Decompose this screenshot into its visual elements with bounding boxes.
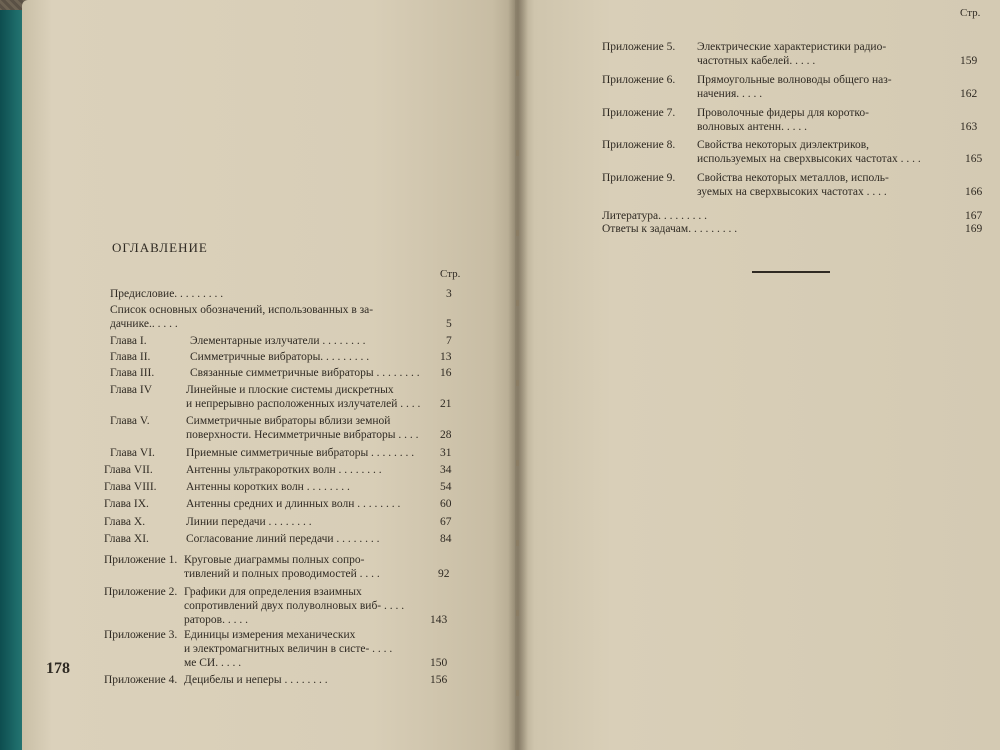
binding-stitch bbox=[516, 460, 519, 466]
toc-entry-title-cont: и непрерывно расположенных излучателей . . . . bbox=[186, 398, 421, 410]
toc-entry-title: Антенны средних и длинных волн . . . . . . . . bbox=[186, 498, 401, 510]
toc-entry-title: Приемные симметричные вибраторы . . . . . . . . bbox=[186, 447, 415, 459]
binding-stitch bbox=[516, 300, 519, 306]
toc-entry-title: Проволочные фидеры для коротко- bbox=[697, 107, 869, 119]
book-gutter bbox=[508, 0, 528, 750]
toc-entry-title-cont: зуемых на сверхвысоких частотах . . . . bbox=[697, 186, 887, 198]
binding-stitch bbox=[516, 380, 519, 386]
toc-entry-label: Глава II. bbox=[110, 351, 151, 363]
toc-entry-page: 92 bbox=[438, 568, 450, 580]
toc-entry-title-cont: и электромагнитных величин в систе- . . . . bbox=[184, 643, 393, 655]
toc-entry-label: Приложение 1. bbox=[104, 554, 178, 566]
toc-entry-page: 163 bbox=[960, 121, 978, 133]
toc-entry-title-cont: дачнике.. . . . . bbox=[110, 318, 178, 330]
toc-entry-label: Глава XI. bbox=[104, 533, 149, 545]
toc-entry-label: Приложение 8. bbox=[602, 139, 676, 151]
page-column-header: Стр. bbox=[440, 268, 461, 280]
toc-entry-title: Антенны ультракоротких волн . . . . . . . . bbox=[186, 464, 382, 476]
binding-stitch bbox=[516, 70, 519, 76]
toc-entry-label: Приложение 4. bbox=[104, 674, 178, 686]
end-rule bbox=[752, 271, 830, 273]
toc-entry-title: Список основных обозначений, использованных в за- bbox=[110, 304, 374, 316]
toc-entry-page: 5 bbox=[446, 318, 452, 330]
toc-entry-label: Глава X. bbox=[104, 516, 146, 528]
toc-entry-page: 84 bbox=[440, 533, 452, 545]
binding-stitch bbox=[516, 540, 519, 546]
toc-entry-page: 16 bbox=[440, 367, 452, 379]
toc-entry-title-cont: частотных кабелей. . . . . bbox=[697, 55, 816, 67]
toc-entry-title: Связанные симметричные вибраторы . . . . . . . . bbox=[190, 367, 420, 379]
toc-entry-title: Симметричные вибраторы. . . . . . . . . bbox=[190, 351, 370, 363]
toc-entry-page: 54 bbox=[440, 481, 452, 493]
toc-entry-label: Глава I. bbox=[110, 335, 147, 347]
toc-entry-label: Приложение 6. bbox=[602, 74, 676, 86]
toc-entry-page: 150 bbox=[430, 657, 448, 669]
toc-entry-page: 13 bbox=[440, 351, 452, 363]
toc-entry-title: Электрические характеристики радио- bbox=[697, 41, 887, 53]
toc-entry-page: 165 bbox=[965, 153, 983, 165]
toc-entry-label: Глава VI. bbox=[110, 447, 155, 459]
binding-stitch bbox=[516, 230, 519, 236]
toc-entry-page: 156 bbox=[430, 674, 448, 686]
toc-entry-label: Глава IX. bbox=[104, 498, 149, 510]
toc-entry-title: Элементарные излучатели . . . . . . . . bbox=[190, 335, 366, 347]
toc-entry-label: Глава VIII. bbox=[104, 481, 157, 493]
binding-stitch bbox=[516, 150, 519, 156]
toc-entry-page: 169 bbox=[965, 223, 983, 235]
toc-entry-label: Глава VII. bbox=[104, 464, 153, 476]
toc-entry-title: Линейные и плоские системы дискретных bbox=[186, 384, 394, 396]
toc-entry-title: Симметричные вибраторы вблизи земной bbox=[186, 415, 391, 427]
toc-entry-page: 166 bbox=[965, 186, 983, 198]
toc-entry-page: 31 bbox=[440, 447, 452, 459]
toc-entry-label: Приложение 7. bbox=[602, 107, 676, 119]
toc-entry-label: Глава III. bbox=[110, 367, 155, 379]
toc-entry-title: Свойства некоторых диэлектриков, bbox=[697, 139, 870, 151]
toc-entry-page: 3 bbox=[446, 288, 452, 300]
toc-entry-title: Линии передачи . . . . . . . . bbox=[186, 516, 312, 528]
page-number: 178 bbox=[46, 660, 70, 677]
toc-entry-page: 162 bbox=[960, 88, 978, 100]
toc-entry-page: 28 bbox=[440, 429, 452, 441]
toc-entry-page: 167 bbox=[965, 210, 983, 222]
toc-entry-title-cont: используемых на сверхвысоких частотах . . . . bbox=[697, 153, 921, 165]
toc-entry-title: Предисловие. . . . . . . . . bbox=[110, 288, 224, 300]
toc-entry-title-cont: сопротивлений двух полуволновых виб- . . . . bbox=[184, 600, 405, 612]
binding-stitch bbox=[516, 690, 519, 696]
toc-entry-title: Литература. . . . . . . . . bbox=[602, 210, 707, 222]
page-column-header-right: Стр. bbox=[960, 7, 981, 19]
toc-entry-label: Приложение 9. bbox=[602, 172, 676, 184]
toc-entry-label: Приложение 5. bbox=[602, 41, 676, 53]
toc-entry-page: 60 bbox=[440, 498, 452, 510]
toc-entry-page: 67 bbox=[440, 516, 452, 528]
toc-entry-page: 7 bbox=[446, 335, 452, 347]
toc-entry-title: Ответы к задачам. . . . . . . . . bbox=[602, 223, 738, 235]
toc-entry-title: Антенны коротких волн . . . . . . . . bbox=[186, 481, 350, 493]
toc-entry-title: Круговые диаграммы полных сопро- bbox=[184, 554, 365, 566]
toc-entry-title-cont: ме СИ. . . . . bbox=[184, 657, 242, 669]
toc-entry-label: Приложение 3. bbox=[104, 629, 178, 641]
toc-entry-title-cont: раторов. . . . . bbox=[184, 614, 248, 626]
toc-entry-page: 34 bbox=[440, 464, 452, 476]
toc-entry-title: Единицы измерения механических bbox=[184, 629, 356, 641]
binding-stitch bbox=[516, 610, 519, 616]
toc-entry-page: 159 bbox=[960, 55, 978, 67]
toc-entry-page: 143 bbox=[430, 614, 448, 626]
toc-entry-label: Глава IV bbox=[110, 384, 153, 396]
toc-entry-title: Графики для определения взаимных bbox=[184, 586, 362, 598]
toc-entry-title: Свойства некоторых металлов, исполь- bbox=[697, 172, 889, 184]
toc-entry-title: Согласование линий передачи . . . . . . . . bbox=[186, 533, 380, 545]
toc-entry-label: Приложение 2. bbox=[104, 586, 178, 598]
toc-title: ОГЛАВЛЕНИЕ bbox=[112, 240, 208, 255]
toc-entry-page: 21 bbox=[440, 398, 452, 410]
toc-entry-title-cont: волновых антенн. . . . . bbox=[697, 121, 807, 133]
toc-entry-title-cont: поверхности. Несимметричные вибраторы . . . . bbox=[186, 429, 419, 441]
toc-entry-title: Децибелы и неперы . . . . . . . . bbox=[184, 674, 328, 686]
toc-entry-title-cont: тивлений и полных проводимостей . . . . bbox=[184, 568, 380, 580]
toc-entry-title: Прямоугольные волноводы общего наз- bbox=[697, 74, 892, 86]
toc-entry-label: Глава V. bbox=[110, 415, 150, 427]
toc-entry-title-cont: начения. . . . . bbox=[697, 88, 763, 100]
